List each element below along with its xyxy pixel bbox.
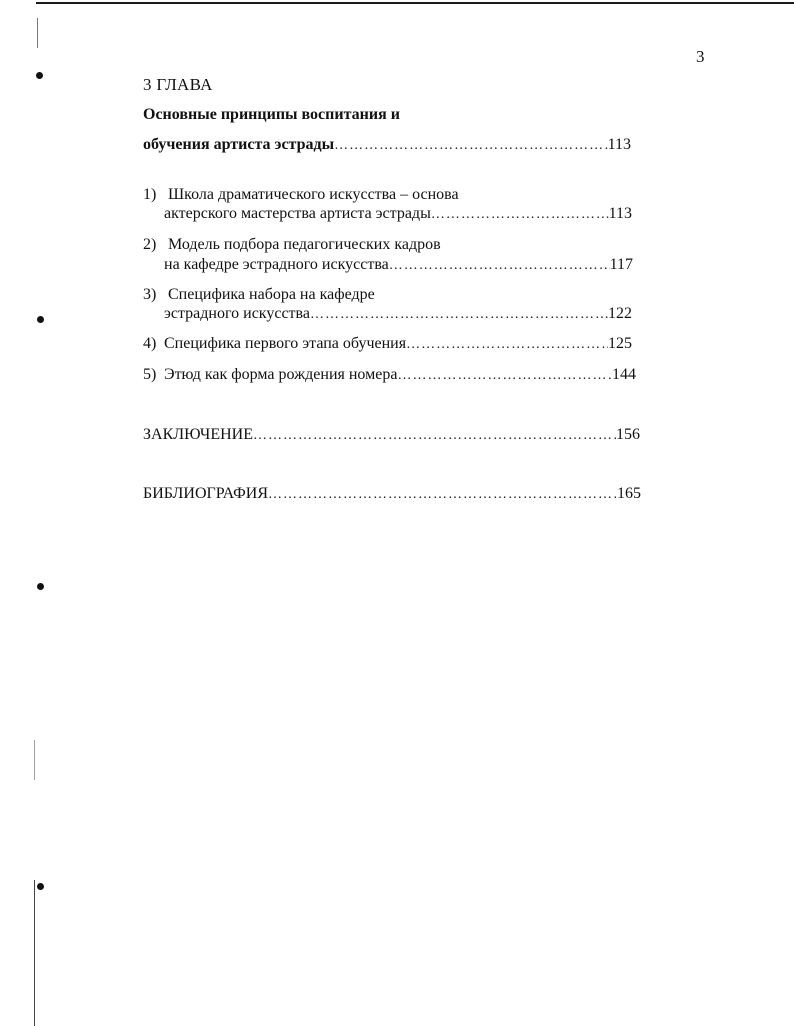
item-number: 1) bbox=[143, 186, 157, 203]
item-text: Специфика первого этапа обучения bbox=[164, 335, 407, 352]
item-page: 113 bbox=[608, 205, 632, 222]
toc-item-1-entry bbox=[164, 205, 632, 223]
item-number: 2) bbox=[143, 236, 157, 253]
binding-hole-mark bbox=[37, 316, 44, 323]
item-text: Специфика набора на кафедре bbox=[168, 286, 375, 303]
dot-leader bbox=[334, 138, 608, 154]
toc-item-2-entry bbox=[164, 256, 633, 274]
item-page: 125 bbox=[608, 335, 632, 352]
dot-leader bbox=[406, 337, 608, 353]
page-number: 3 bbox=[696, 47, 705, 66]
item-text: эстрадного искусства bbox=[164, 305, 310, 322]
item-number: 5) bbox=[143, 366, 157, 383]
dot-leader bbox=[397, 368, 612, 384]
conclusion-label: ЗАКЛЮЧЕНИЕ bbox=[143, 426, 253, 443]
top-edge-rule bbox=[36, 2, 794, 4]
item-number: 4) bbox=[143, 335, 157, 352]
left-edge-rule bbox=[34, 880, 35, 1026]
chapter-heading: 3 ГЛАВА bbox=[143, 75, 213, 94]
item-text: на кафедре эстрадного искусства bbox=[164, 256, 389, 273]
left-edge-speck bbox=[37, 18, 38, 48]
item-text: Модель подбора педагогических кадров bbox=[168, 236, 441, 253]
bibliography-label: БИБЛИОГРАФИЯ bbox=[143, 485, 269, 502]
dot-leader bbox=[389, 258, 610, 274]
conclusion-page: 156 bbox=[616, 426, 640, 443]
chapter-title-entry bbox=[143, 136, 631, 154]
chapter-page: 113 bbox=[607, 136, 631, 153]
binding-hole-mark bbox=[37, 883, 44, 890]
item-page: 144 bbox=[612, 366, 636, 383]
toc-item-1-first-line bbox=[143, 186, 459, 204]
item-text: Этюд как форма рождения номера bbox=[164, 366, 398, 383]
left-edge-rule-faint bbox=[34, 740, 35, 780]
item-page: 117 bbox=[609, 256, 633, 273]
toc-bibliography-entry bbox=[143, 485, 641, 503]
chapter-title-line-1: Основные принципы воспитания и bbox=[143, 106, 400, 123]
dot-leader bbox=[268, 487, 617, 503]
toc-item-2-first-line bbox=[143, 236, 441, 254]
item-page: 122 bbox=[608, 305, 632, 322]
toc-item-4-entry bbox=[143, 335, 632, 353]
binding-hole-mark bbox=[37, 583, 44, 590]
dot-leader bbox=[253, 428, 616, 444]
binding-hole-mark bbox=[36, 72, 43, 79]
bibliography-page: 165 bbox=[617, 485, 641, 502]
item-text: Школа драматического искусства – основа bbox=[168, 186, 459, 203]
item-number: 3) bbox=[143, 286, 157, 303]
toc-item-5-entry bbox=[143, 366, 636, 384]
toc-item-3-entry bbox=[164, 305, 632, 323]
dot-leader bbox=[310, 307, 608, 323]
toc-conclusion-entry bbox=[143, 426, 640, 444]
toc-item-3-first-line bbox=[143, 286, 375, 304]
chapter-title-line-2: обучения артиста эстрады bbox=[143, 136, 335, 153]
item-text: актерского мастерства артиста эстрады bbox=[164, 205, 431, 222]
dot-leader bbox=[431, 207, 609, 223]
